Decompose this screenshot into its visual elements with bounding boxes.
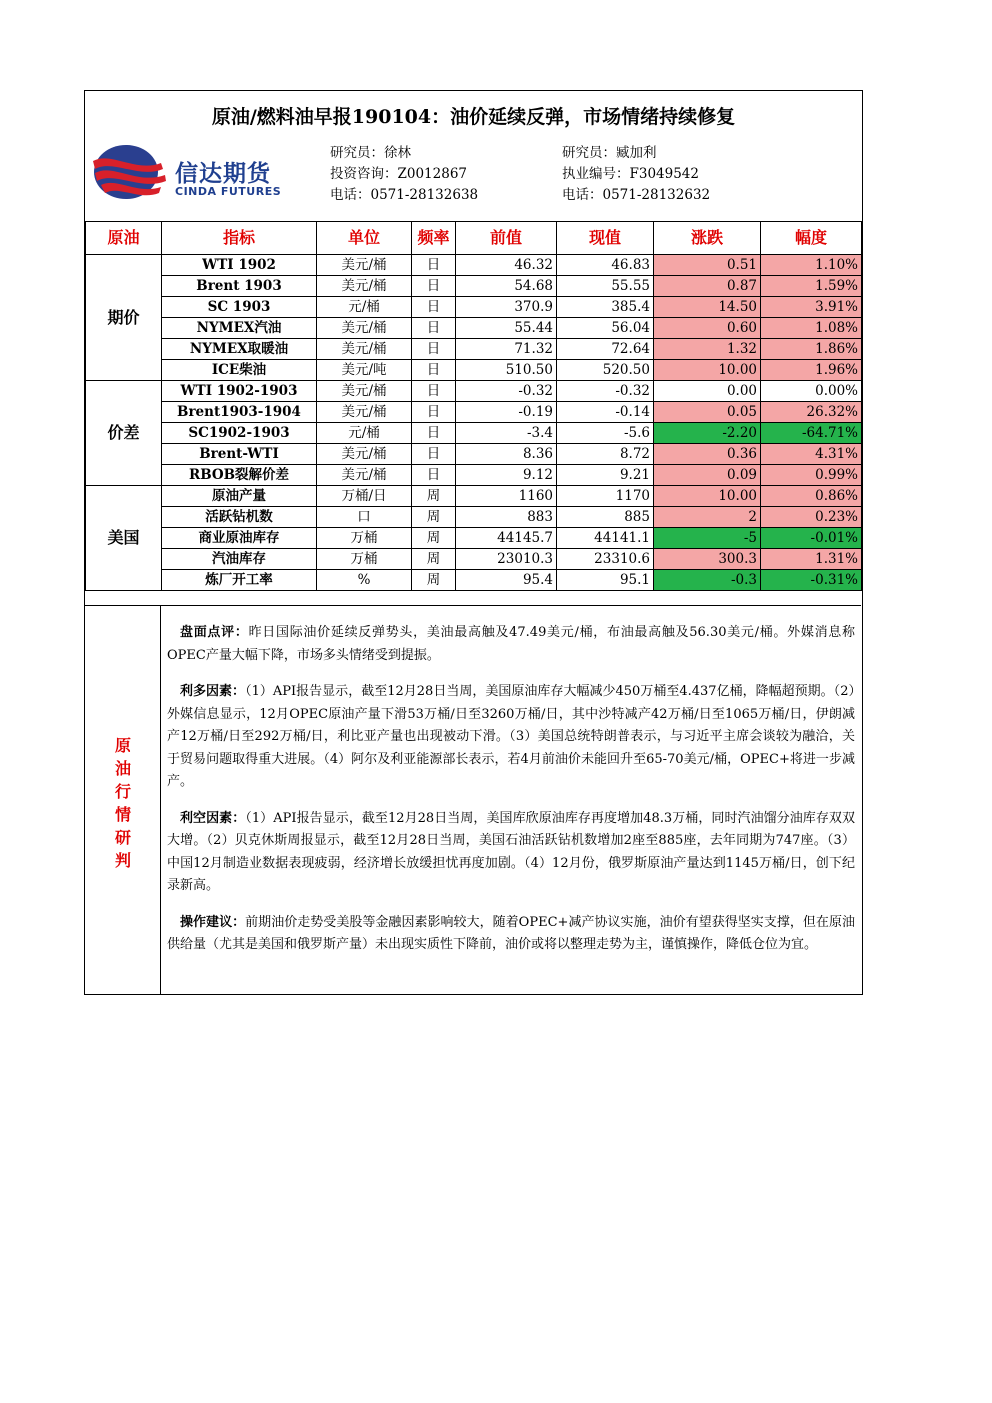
header-previous: 前值 — [456, 222, 557, 255]
current-value-cell: -5.6 — [557, 423, 654, 444]
current-value-cell: 72.64 — [557, 339, 654, 360]
indicator-cell: SC 1903 — [162, 297, 317, 318]
header-unit: 单位 — [317, 222, 412, 255]
change-cell: 0.60 — [654, 318, 761, 339]
analyst-name: 研究员：徐林 — [330, 145, 411, 161]
paragraph-label: 操作建议： — [180, 914, 246, 930]
change-cell: 0.09 — [654, 465, 761, 486]
frequency-cell: 日 — [412, 444, 456, 465]
header-category: 原油 — [86, 222, 162, 255]
percent-cell: 1.86% — [761, 339, 862, 360]
commentary-side-label — [85, 606, 161, 994]
previous-value-cell: 8.36 — [456, 444, 557, 465]
indicator-cell: Brent 1903 — [162, 276, 317, 297]
commentary-paragraph — [167, 808, 855, 898]
analyst-license: 投资咨询：Z0012867 — [330, 166, 468, 182]
percent-cell: 3.91% — [761, 297, 862, 318]
current-value-cell: 8.72 — [557, 444, 654, 465]
group-label: 美国 — [86, 486, 162, 591]
indicator-cell: WTI 1902 — [162, 255, 317, 276]
current-value-cell: -0.14 — [557, 402, 654, 423]
report-title: 原油/燃料油早报190104：油价延续反弹，市场情绪持续修复 — [211, 106, 736, 128]
indicator-cell: ICE柴油 — [162, 360, 317, 381]
unit-cell: 美元/桶 — [317, 276, 412, 297]
current-value-cell: -0.32 — [557, 381, 654, 402]
current-value-cell: 44141.1 — [557, 528, 654, 549]
change-cell: 14.50 — [654, 297, 761, 318]
table-header-row — [86, 222, 862, 255]
table-row — [86, 255, 862, 276]
indicator-cell: NYMEX取暖油 — [162, 339, 317, 360]
previous-value-cell: 9.12 — [456, 465, 557, 486]
table-row — [86, 381, 862, 402]
change-cell: 10.00 — [654, 360, 761, 381]
previous-value-cell: 23010.3 — [456, 549, 557, 570]
percent-cell: 0.86% — [761, 486, 862, 507]
change-cell: 0.87 — [654, 276, 761, 297]
unit-cell: 元/桶 — [317, 423, 412, 444]
table-row — [86, 570, 862, 591]
logo-english-name: CINDA FUTURES — [175, 185, 282, 198]
frequency-cell: 日 — [412, 360, 456, 381]
unit-cell: 口 — [317, 507, 412, 528]
analyst-info-right — [562, 143, 710, 206]
paragraph-text: （1）API报告显示，截至12月28日当周，美国库欣原油库存再度增加48.3万桶，同时汽油馏分油库存双双大增。（2）贝克休斯周报显示，截至12月28日当周，美国石油活跃钻机数增加2座至885座，去年同期为747座。（3）中国12月制造业数据表现疲弱，经济增长放缓担忧再度加剧。（4）12月份，俄罗斯原油产量达到1145万桶/日，创下纪录新高。 — [167, 810, 855, 893]
current-value-cell: 23310.6 — [557, 549, 654, 570]
unit-cell: 万桶/日 — [317, 486, 412, 507]
percent-cell: 4.31% — [761, 444, 862, 465]
change-cell: 10.00 — [654, 486, 761, 507]
unit-cell: 元/桶 — [317, 297, 412, 318]
group-label: 期价 — [86, 255, 162, 381]
previous-value-cell: -0.32 — [456, 381, 557, 402]
previous-value-cell: 1160 — [456, 486, 557, 507]
indicator-cell: SC1902-1903 — [162, 423, 317, 444]
table-row — [86, 444, 862, 465]
indicator-cell: 活跃钻机数 — [162, 507, 317, 528]
analyst-name: 研究员：臧加利 — [562, 145, 657, 161]
current-value-cell: 520.50 — [557, 360, 654, 381]
frequency-cell: 周 — [412, 528, 456, 549]
group-label: 价差 — [86, 381, 162, 486]
paragraph-label: 利多因素： — [180, 684, 246, 699]
indicator-cell: 原油产量 — [162, 486, 317, 507]
indicator-cell: NYMEX汽油 — [162, 318, 317, 339]
percent-cell: 1.08% — [761, 318, 862, 339]
frequency-cell: 周 — [412, 507, 456, 528]
table-row — [86, 402, 862, 423]
percent-cell: -0.01% — [761, 528, 862, 549]
percent-cell: 1.10% — [761, 255, 862, 276]
analyst-phone: 电话：0571-28132632 — [562, 187, 711, 203]
table-row — [86, 276, 862, 297]
change-cell: -0.3 — [654, 570, 761, 591]
frequency-cell: 日 — [412, 381, 456, 402]
logo-chinese-name: 信达期货 — [175, 161, 271, 187]
commentary-body — [167, 622, 855, 971]
change-cell: -2.20 — [654, 423, 761, 444]
current-value-cell: 55.55 — [557, 276, 654, 297]
header-indicator: 指标 — [162, 222, 317, 255]
table-row — [86, 549, 862, 570]
side-label-char: 判 — [114, 851, 131, 870]
change-cell: 1.32 — [654, 339, 761, 360]
side-label-char: 原 — [114, 736, 131, 755]
analyst-phone: 电话：0571-28132638 — [330, 187, 479, 203]
table-row — [86, 528, 862, 549]
commentary-paragraph — [167, 681, 855, 794]
table-row — [86, 360, 862, 381]
unit-cell: 美元/桶 — [317, 444, 412, 465]
unit-cell: 美元/桶 — [317, 402, 412, 423]
frequency-cell: 日 — [412, 276, 456, 297]
current-value-cell: 9.21 — [557, 465, 654, 486]
paragraph-label: 利空因素： — [180, 810, 246, 826]
side-label-char: 油 — [114, 759, 131, 778]
previous-value-cell: 71.32 — [456, 339, 557, 360]
table-row — [86, 423, 862, 444]
frequency-cell: 日 — [412, 465, 456, 486]
previous-value-cell: -3.4 — [456, 423, 557, 444]
commentary-section — [85, 605, 861, 994]
paragraph-text: （1）API报告显示，截至12月28日当周，美国原油库存大幅减少450万桶至4.437亿桶，降幅超预期。（2）外媒信息显示，12月OPEC原油产量下滑53万桶/日至3260万桶/日，其中沙特减产42万桶/日至1065万桶/日，伊朗减产12万桶/日至292万桶/日，利比亚产量也出现被动下滑。（3）美国总统特朗普表示，与习近平主席会谈较为融洽，关于贸易问题取得重大进展。（4）阿尔及利亚能源部长表示，若4月前油价未能回升至65-70美元/桶，OPEC+将进一步减产。 — [167, 684, 855, 789]
current-value-cell: 885 — [557, 507, 654, 528]
change-cell: 0.36 — [654, 444, 761, 465]
frequency-cell: 日 — [412, 318, 456, 339]
unit-cell: 万桶 — [317, 528, 412, 549]
commentary-paragraph — [167, 912, 855, 957]
commentary-paragraph — [167, 622, 855, 667]
frequency-cell: 日 — [412, 423, 456, 444]
paragraph-label: 盘面点评： — [180, 625, 249, 640]
market-data-table — [85, 221, 862, 591]
change-cell: 0.51 — [654, 255, 761, 276]
frequency-cell: 日 — [412, 255, 456, 276]
percent-cell: 1.59% — [761, 276, 862, 297]
header-change: 涨跌 — [654, 222, 761, 255]
current-value-cell: 95.1 — [557, 570, 654, 591]
paragraph-text: 前期油价走势受美股等金融因素影响较大，随着OPEC+减产协议实施，油价有望获得坚实支撑，但在原油供给量（尤其是美国和俄罗斯产量）未出现实质性下降前，油价或将以整理走势为主，谨慎操作，降低仓位为宜。 — [167, 914, 855, 952]
percent-cell: 0.99% — [761, 465, 862, 486]
indicator-cell: RBOB裂解价差 — [162, 465, 317, 486]
frequency-cell: 日 — [412, 402, 456, 423]
analyst-info-left — [330, 143, 478, 206]
percent-cell: 1.31% — [761, 549, 862, 570]
current-value-cell: 56.04 — [557, 318, 654, 339]
percent-cell: -64.71% — [761, 423, 862, 444]
change-cell: 0.05 — [654, 402, 761, 423]
unit-cell: 美元/桶 — [317, 465, 412, 486]
previous-value-cell: 44145.7 — [456, 528, 557, 549]
indicator-cell: 炼厂开工率 — [162, 570, 317, 591]
current-value-cell: 1170 — [557, 486, 654, 507]
previous-value-cell: 55.44 — [456, 318, 557, 339]
header-current: 现值 — [557, 222, 654, 255]
indicator-cell: Brent-WTI — [162, 444, 317, 465]
unit-cell: 美元/桶 — [317, 339, 412, 360]
previous-value-cell: -0.19 — [456, 402, 557, 423]
previous-value-cell: 510.50 — [456, 360, 557, 381]
frequency-cell: 周 — [412, 549, 456, 570]
current-value-cell: 385.4 — [557, 297, 654, 318]
change-cell: 2 — [654, 507, 761, 528]
previous-value-cell: 95.4 — [456, 570, 557, 591]
table-row — [86, 339, 862, 360]
side-label-char: 情 — [114, 805, 131, 824]
frequency-cell: 周 — [412, 486, 456, 507]
frequency-cell: 日 — [412, 339, 456, 360]
analyst-license: 执业编号：F3049542 — [562, 166, 699, 182]
change-cell: 0.00 — [654, 381, 761, 402]
unit-cell: 美元/桶 — [317, 381, 412, 402]
unit-cell: % — [317, 570, 412, 591]
current-value-cell: 46.83 — [557, 255, 654, 276]
indicator-cell: 商业原油库存 — [162, 528, 317, 549]
side-label-char: 研 — [114, 828, 131, 847]
change-cell: 300.3 — [654, 549, 761, 570]
indicator-cell: Brent1903-1904 — [162, 402, 317, 423]
header-percent: 幅度 — [761, 222, 862, 255]
percent-cell: 0.00% — [761, 381, 862, 402]
indicator-cell: 汽油库存 — [162, 549, 317, 570]
table-row — [86, 297, 862, 318]
previous-value-cell: 883 — [456, 507, 557, 528]
unit-cell: 美元/吨 — [317, 360, 412, 381]
header-frequency: 频率 — [412, 222, 456, 255]
table-row — [86, 507, 862, 528]
percent-cell: 26.32% — [761, 402, 862, 423]
paragraph-text: 昨日国际油价延续反弹势头，美油最高触及47.49美元/桶，布油最高触及56.30美元/桶。外媒消息称OPEC产量大幅下降，市场多头情绪受到提振。 — [167, 625, 855, 663]
logo-swoosh-icon — [91, 143, 171, 201]
previous-value-cell: 46.32 — [456, 255, 557, 276]
company-logo — [91, 143, 291, 203]
frequency-cell: 周 — [412, 570, 456, 591]
previous-value-cell: 54.68 — [456, 276, 557, 297]
side-label-char: 行 — [114, 782, 131, 801]
percent-cell: 0.23% — [761, 507, 862, 528]
previous-value-cell: 370.9 — [456, 297, 557, 318]
frequency-cell: 日 — [412, 297, 456, 318]
unit-cell: 万桶 — [317, 549, 412, 570]
report-frame — [84, 90, 863, 995]
percent-cell: 1.96% — [761, 360, 862, 381]
percent-cell: -0.31% — [761, 570, 862, 591]
unit-cell: 美元/桶 — [317, 255, 412, 276]
table-row — [86, 318, 862, 339]
unit-cell: 美元/桶 — [317, 318, 412, 339]
table-row — [86, 465, 862, 486]
table-row — [86, 486, 862, 507]
indicator-cell: WTI 1902-1903 — [162, 381, 317, 402]
change-cell: -5 — [654, 528, 761, 549]
